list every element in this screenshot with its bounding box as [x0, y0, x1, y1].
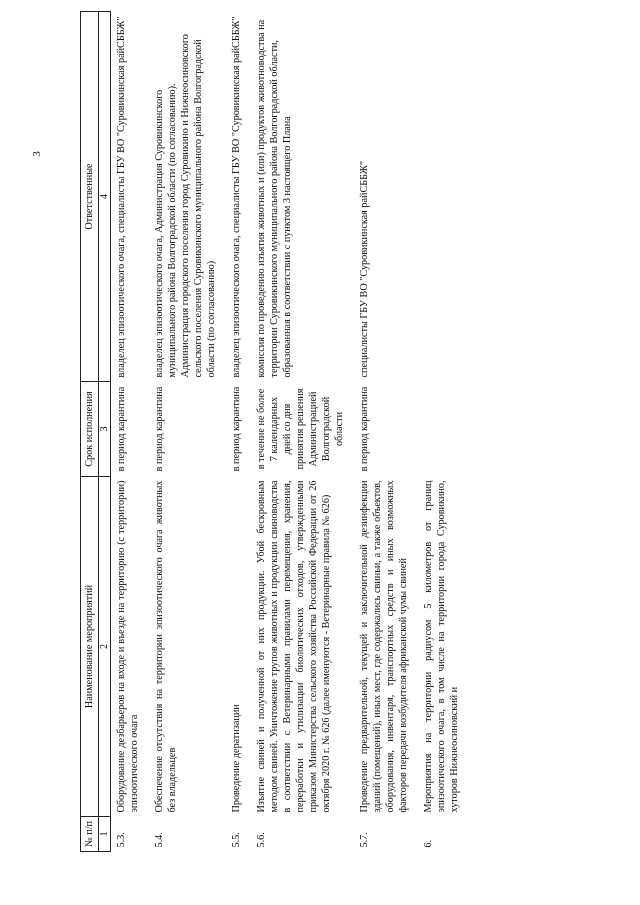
- table-row: [251, 12, 354, 852]
- row-measure: Проведение дератизации: [231, 704, 242, 813]
- row-term: в период карантина: [359, 386, 370, 472]
- row-responsible: владелец эпизоотического очага, Администрация Суровикинского муниципального района Волгоградской области (по согласованию). Администрация городского поселения город Суровикино и Нижнеосиновского сельского поселения Суровикинского муниципального района Волгоградской области (по согласованию): [154, 34, 217, 378]
- row-term: в период карантина: [111, 382, 150, 477]
- row-measure: Проведение предварительной, текущей и заключительной дезинфекции зданий (помещений), иных мест, где содержались свиньи, а также объектов, оборудования, инвентаря, транспортных средств и иных возможных факторов передачи возбудителя африканской чумы свиней: [359, 480, 409, 813]
- table-row: [111, 12, 150, 852]
- row-number: 5.4.: [154, 832, 165, 848]
- row-measure: Оборудование дезбарьеров на входе и въезде на территорию (с территории) эпизоотического очага: [111, 477, 150, 817]
- table-row: [418, 12, 469, 852]
- row-term: в период карантина: [231, 386, 242, 472]
- row-number: 6.: [423, 839, 434, 848]
- header-number: № п/п: [81, 817, 99, 852]
- index-1: 1: [99, 817, 111, 852]
- header-responsible: Ответственные: [81, 12, 99, 382]
- row-responsible: [418, 12, 469, 382]
- table-header-row: [81, 12, 99, 852]
- row-number: 5.7.: [359, 832, 370, 848]
- rotated-table-sheet: [80, 12, 620, 852]
- header-name: Наименование мероприятий: [81, 477, 99, 817]
- row-responsible: комиссия по проведению изъятия животных и (или) продуктов животноводства на территории Суровикинского муниципального района Волгоградской области, образованная в соответствии с пунктом 3 настоящего Плана: [256, 19, 293, 378]
- row-term: в период карантина: [154, 386, 165, 472]
- row-measure: Изъятие свиней и полученной от них продукции. Убой бескровным методом свиней. Уничтожение трупов животных и продукции свиноводства в соответствии с Ветеринарными правилами перемещения, хранения, переработки и утилизации биологических отходов, утвержденными приказом Министерства сельского хозяйства Российской Федерации от 26 октября 2020 г. № 626 (далее именуются - Ветеринарные правила № 626): [256, 480, 332, 813]
- index-4: 4: [99, 12, 111, 382]
- table-row: [226, 12, 251, 852]
- row-number: 5.5.: [231, 832, 242, 848]
- row-term: в течение не более 7 календарных дней со дня принятия решения Администрацией Волгоградской области: [256, 388, 345, 470]
- table-row: [354, 12, 418, 852]
- table-row: [149, 12, 226, 852]
- index-3: 3: [99, 382, 111, 477]
- row-responsible: специалисты ГБУ ВО "Суровикинская райСББЖ": [359, 160, 370, 378]
- table-index-row: [99, 12, 111, 852]
- row-responsible: владелец эпизоотического очага, специалисты ГБУ ВО "Суровикинская райСББЖ": [231, 16, 242, 378]
- header-term: Срок исполнения: [81, 382, 99, 477]
- page-number: 3: [30, 151, 43, 157]
- row-term: [418, 382, 469, 477]
- measures-table: [80, 11, 469, 852]
- row-number: 5.3.: [111, 817, 150, 852]
- row-responsible: владелец эпизоотического очага, специалисты ГБУ ВО "Суровикинская райСББЖ": [111, 12, 150, 382]
- index-2: 2: [99, 477, 111, 817]
- row-number: 5.6.: [256, 832, 267, 848]
- row-measure: Обеспечение отсутствия на территории эпизоотического очага животных без владельцев: [154, 480, 178, 813]
- row-measure: Мероприятия на территории радиусом 5 километров от границ эпизоотического очага, в том числе на территории города Суровикино, хуторов Нижнеосиновский и: [423, 480, 460, 813]
